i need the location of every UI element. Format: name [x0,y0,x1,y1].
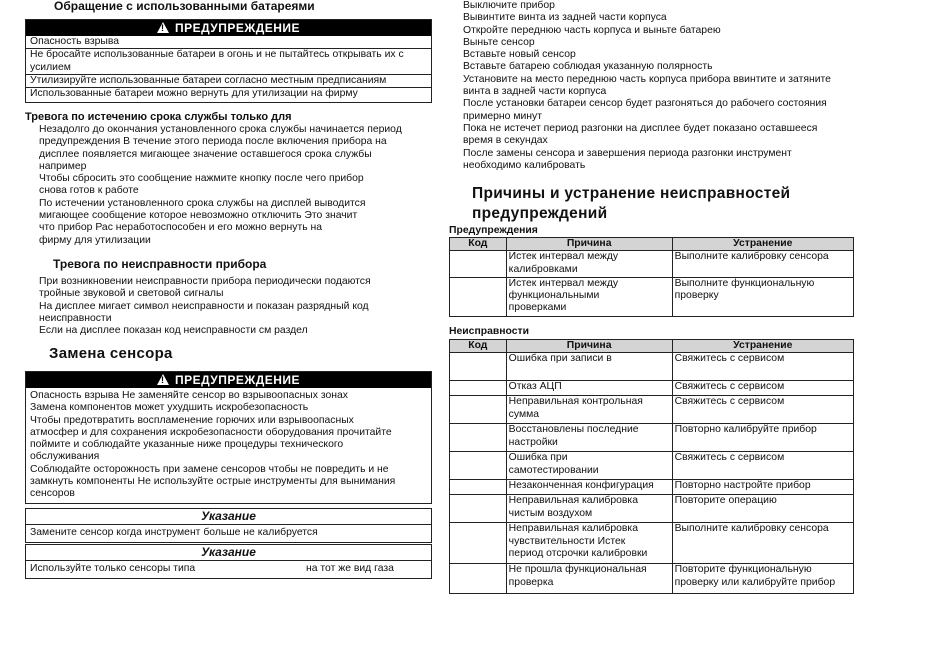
cause-cell [506,452,672,480]
sensor-warning-line: обслуживания [30,451,100,463]
warning-triangle-icon [157,374,169,385]
fault-alarm-line: тройные звуковой и световой сигналы [39,288,224,300]
cause-text: калибровками [508,263,578,275]
cause-cell [506,424,672,452]
code-cell [450,523,507,564]
warning-triangle-icon [157,22,169,33]
table-row [450,495,854,523]
table-row [450,523,854,564]
cause-cell [506,353,672,381]
fault-alarm-line: неисправности [39,312,112,324]
table-header-row [450,340,854,353]
battery-warning-list [26,36,431,100]
table-row [450,564,854,594]
table-header-row [450,238,854,251]
troubleshooting-title-line1: Причины и устранение неисправностей [472,185,791,202]
sensor-warning-line: Замена компонентов может ухудшить искробезопасность [30,402,309,414]
table-header-cell: Код [450,340,507,353]
code-cell [450,381,507,396]
step-line: Вывинтите винта из задней части корпуса [463,12,667,24]
table-header-cell: Код [450,238,507,251]
step-line: примерно минут [463,110,542,122]
fix-text: Выполните функциональную [674,277,815,289]
warnings-label: Предупреждения [449,225,538,236]
fix-text: Свяжитесь с сервисом [674,396,785,408]
cause-text: сумма [508,408,540,420]
fix-text: Повторно настройте прибор [674,480,811,492]
fix-cell [672,495,853,523]
faults-table [449,339,854,594]
service-alarm-line: что прибор Рас неработоспособен и его можно вернуть на [39,222,323,234]
cause-cell [506,480,672,495]
fix-text: Выполните калибровку сенсора [674,251,829,263]
battery-warning-item: Использованные батареи можно вернуть для утилизации на фирму [26,87,431,100]
service-alarm-line: снова готов к работе [39,185,139,197]
sensor-warning-line: Опасность взрыва Не заменяйте сенсор во взрывоопасных зонах [30,390,348,401]
fix-text: проверку или калибруйте прибор [674,576,836,588]
service-alarm-line: мигающее сообщение которое невозможно отключить Это значит [39,210,358,222]
sensor-section-title: Замена сенсора [49,345,173,362]
fix-cell [672,564,853,594]
sensor-warning-line: Чтобы предотвратить воспламенение горючих или взрывоопасных [30,414,354,426]
fix-cell [672,452,853,480]
cause-text: чувствительности Истек [508,535,626,547]
code-cell [450,277,507,316]
cause-text: Отказ АЦП [508,381,562,393]
fix-text: Повторите функциональную [674,564,812,576]
step-line: После замены сенсора и завершения периода разгонки инструмент [463,147,792,159]
fault-alarm-line: На дисплее мигает символ неисправности и показан разрядный код [39,300,369,312]
code-cell [450,495,507,523]
fault-alarm-text [39,276,371,337]
cause-text: Ошибка при [508,452,568,464]
cause-text: Незаконченная конфигурация [508,480,654,492]
note-text: Замените сенсор когда инструмент больше не калибруется [30,527,318,538]
cause-text: проверками [508,302,567,314]
battery-warning-header [26,20,431,36]
fix-text: Свяжитесь с сервисом [674,353,785,365]
service-alarm-line: Незадолго до окончания установленного срока службы начинается период [39,124,402,135]
code-cell [450,251,507,278]
service-alarm-line: предупреждения В течение этого периода после включения прибора на [39,136,387,148]
service-alarm-line: дисплее появляется мигающее значение оставшегося срока службы [39,148,372,160]
cause-cell [506,277,672,316]
step-line: Пока не истечет период разгонки на дисплее будет показано оставшееся [463,122,818,134]
fix-text: Свяжитесь с сервисом [674,381,785,393]
service-alarm-text [39,124,402,247]
sensor-warning-line: Соблюдайте осторожность при замене сенсоров чтобы не повредить и не [30,463,389,475]
table-row [450,381,854,396]
note-box-2 [25,544,432,579]
table-row [450,424,854,452]
cause-cell [506,381,672,396]
cause-cell [506,564,672,594]
sensor-warning-text [26,388,431,503]
table-row [450,251,854,278]
fix-text: Выполните калибровку сенсора [674,523,829,535]
service-alarm-line: По истечении установленного срока службы на дисплей выводится [39,197,366,209]
code-cell [450,452,507,480]
battery-warning-item: Не бросайте использованные батареи в огонь и не пытайтесь открывать их с усилием [26,48,431,74]
cause-text: Восстановлены последние [508,424,639,436]
cause-text: Истек интервал между [508,277,619,289]
code-cell [450,564,507,594]
battery-warning-item: Утилизируйте использованные батареи согласно местным предписаниям [26,74,431,87]
cause-text: настройки [508,436,558,448]
note-box-1 [25,508,432,543]
fix-cell [672,381,853,396]
fix-cell [672,251,853,278]
cause-text: самотестировании [508,464,599,476]
troubleshooting-title [472,184,790,224]
step-line: Откройте переднюю часть корпуса и выньте батарею [463,24,721,36]
cause-cell [506,251,672,278]
fix-cell [672,353,853,381]
table-row [450,480,854,495]
battery-warning-box [25,19,432,103]
fault-alarm-title: Тревога по неисправности прибора [53,257,267,271]
fix-cell [672,523,853,564]
service-alarm-title: Тревога по истечению срока службы только для [25,111,292,123]
cause-text: Ошибка при записи в [508,353,612,365]
warning-label: ПРЕДУПРЕЖДЕНИЕ [174,21,301,35]
step-line: Установите на место переднюю часть корпуса прибора ввинтите и затяните [463,73,831,85]
replacement-steps [463,0,831,172]
fix-text: проверку [674,290,719,302]
sensor-warning-line: поймите и соблюдайте указанные ниже процедуры технического [30,439,344,451]
fix-text: Повторите операцию [674,495,777,507]
sensor-warning-box [25,371,432,504]
table-row [450,277,854,316]
step-line: Выньте сенсор [463,36,535,48]
sensor-warning-line: атмосфер и для сохранения искробезопасности оборудования прочитайте [30,426,392,438]
fix-cell [672,480,853,495]
warnings-table [449,237,854,317]
cause-text: чистым воздухом [508,507,593,519]
step-line: Вставьте новый сенсор [463,49,576,61]
code-cell [450,424,507,452]
cause-text: Истек интервал между [508,251,619,263]
table-row [450,452,854,480]
cause-cell [506,396,672,424]
fix-text: Повторно калибруйте прибор [674,424,817,436]
service-alarm-line: например [39,160,87,172]
sensor-warning-line: сенсоров [30,488,75,500]
cause-cell [506,523,672,564]
fix-cell [672,396,853,424]
fix-cell [672,277,853,316]
code-cell [450,396,507,424]
cause-text: Неправильная калибровка [508,523,638,535]
step-line: необходимо калибровать [463,159,586,171]
table-header-cell: Устранение [672,238,853,251]
faults-label: Неисправности [449,326,529,337]
sensor-warning-header [26,372,431,388]
fix-text: Свяжитесь с сервисом [674,452,785,464]
step-line: После установки батареи сенсор будет разгоняться до рабочего состояния [463,98,827,110]
service-alarm-line: Чтобы сбросить это сообщение нажмите кнопку после чего прибор [39,173,364,185]
cause-cell [506,495,672,523]
table-header-cell: Причина [506,340,672,353]
step-line: Вставьте батарею соблюдая указанную полярность [463,61,713,73]
sensor-warning-line: замкнуть компоненты Не используйте острые инструменты для вынимания [30,476,396,488]
table-header-cell: Устранение [672,340,853,353]
table-row [450,396,854,424]
table-row [450,353,854,381]
fault-alarm-line: При возникновении неисправности прибора периодически подаются [39,276,371,287]
code-cell [450,353,507,381]
step-line: Выключите прибор [463,0,555,11]
note-title: Указание [26,545,431,561]
battery-warning-item: Опасность взрыва [30,36,120,47]
cause-text: Неправильная контрольная [508,396,643,408]
cause-text: период отсрочки калибровки [508,547,648,559]
battery-section-title: Обращение с использованными батареями [54,0,315,13]
cause-text: Неправильная калибровка [508,495,638,507]
table-header-cell: Причина [506,238,672,251]
note-text-b: на тот же вид газа [306,563,394,574]
code-cell [450,480,507,495]
note-title: Указание [26,509,431,525]
fault-alarm-line: Если на дисплее показан код неисправности см раздел [39,325,308,337]
cause-text: проверка [508,576,554,588]
cause-text: Не прошла функциональная [508,564,647,576]
troubleshooting-title-line2: предупреждений [472,205,608,222]
service-alarm-line: фирму для утилизации [39,234,151,246]
note-text-a: Используйте только сенсоры типа [30,563,196,574]
note-text [26,561,431,577]
step-line: время в секундах [463,135,548,147]
warning-label: ПРЕДУПРЕЖДЕНИЕ [174,373,301,387]
fix-cell [672,424,853,452]
step-line: винта в задней части корпуса [463,86,607,98]
cause-text: функциональными [508,290,600,302]
